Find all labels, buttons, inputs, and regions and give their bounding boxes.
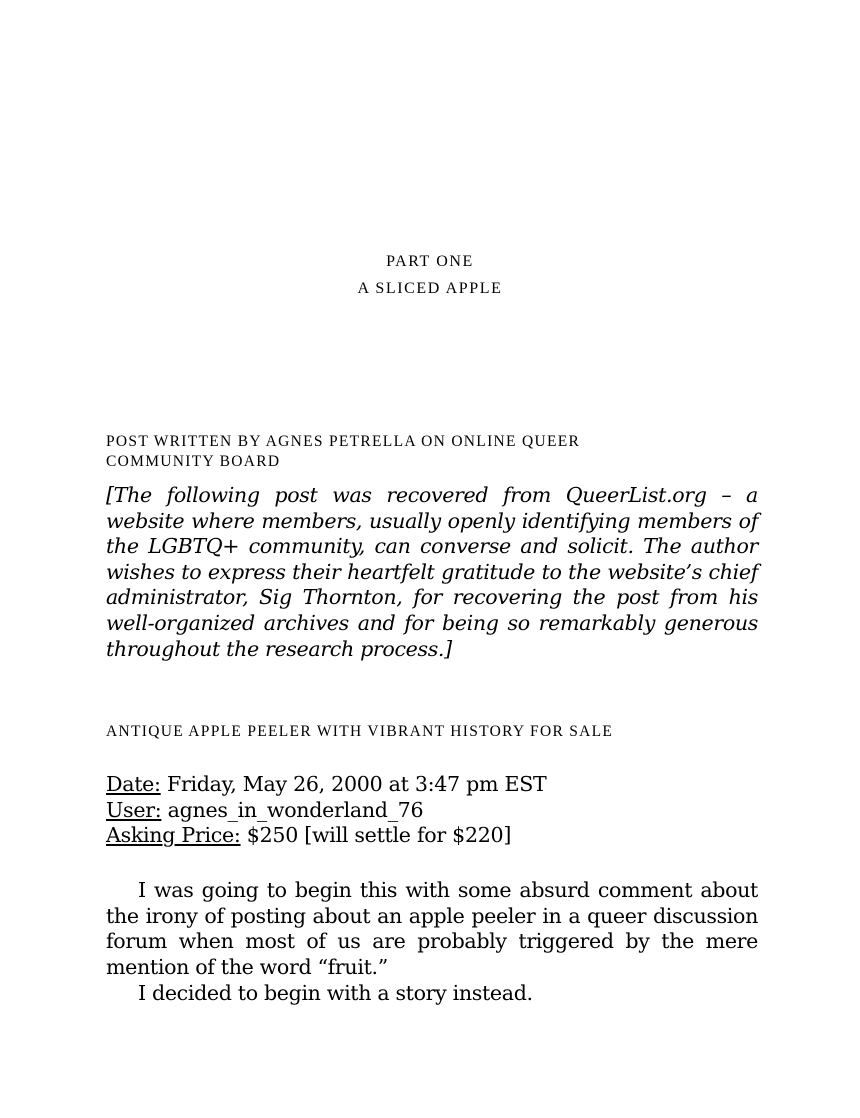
listing-title: ANTIQUE APPLE PEELER WITH VIBRANT HISTORY FOR SALE [106, 723, 614, 740]
body-paragraph: I was going to begin this with some absurd comment about the irony of posting about an apple peeler in a queer discussion forum when most of us are probably triggered by the mere mention of the word “fruit.” [106, 878, 758, 980]
part-title: A SLICED APPLE [357, 280, 503, 297]
post-heading: POST WRITTEN BY AGNES PETRELLA ON ONLINE QUEER COMMUNITY BOARD [106, 433, 581, 470]
date-label: Date: [106, 772, 161, 796]
meta-user-row [106, 798, 758, 824]
body-paragraph: I decided to begin with a story instead. [138, 980, 533, 1005]
price-value: $250 [will settle for $220] [240, 823, 512, 848]
user-label: User: [106, 797, 162, 822]
meta-price-row [106, 823, 758, 849]
date-value: Friday, May 26, 2000 at 3:47 pm EST [160, 772, 547, 796]
user-value: agnes_in_wonderland_76 [161, 797, 424, 822]
post-meta [106, 772, 758, 849]
document-page [106, 0, 758, 1118]
intro-note: [The following post was recovered from QueerList.org – a website where members, usually openly identifying members of the LGBTQ+ community, can converse and solicit. The author wishes to express their heartfelt gratitude to the website’s chief administrator, Sig Thornton, for recovering the post from his well-organized archives and for being so remarkably generous throughout the research process.] [106, 483, 758, 661]
price-label: Asking Price: [106, 823, 241, 848]
part-heading [106, 248, 754, 302]
part-number: PART ONE [386, 253, 474, 270]
post-body [106, 878, 758, 1007]
meta-date-row [106, 772, 758, 798]
